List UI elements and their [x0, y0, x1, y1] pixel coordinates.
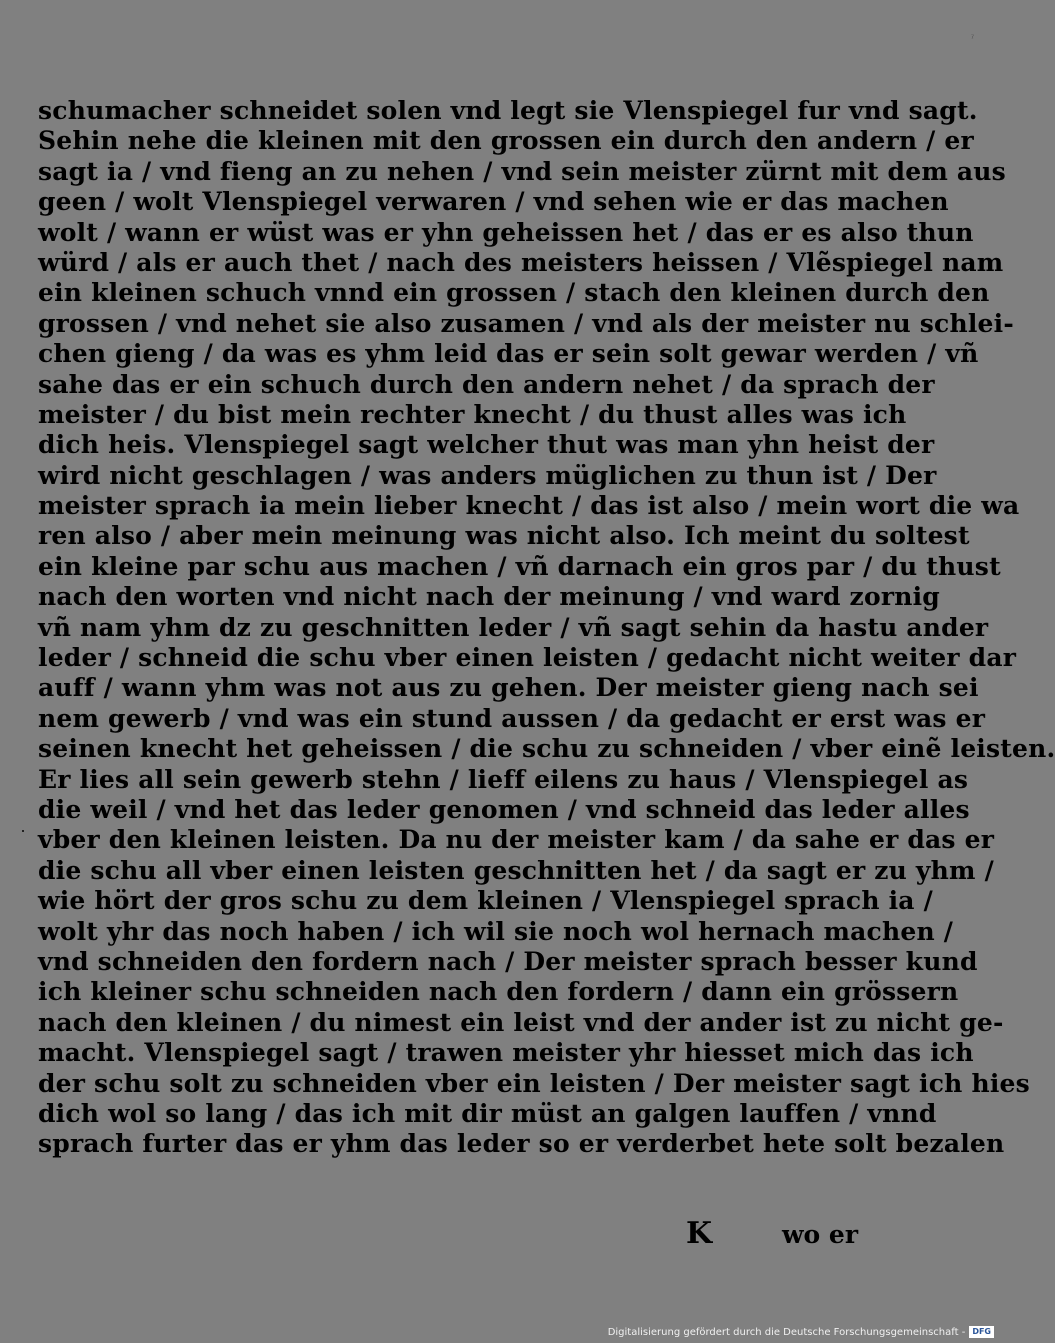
text-line: dich heis. Vlenspiegel sagt welcher thut was man yhn heist der [38, 430, 935, 460]
text-line: nach den worten vnd nicht nach der meinung / vnd ward zornig [38, 582, 940, 612]
text-line: wolt / wann er wüst was er yhn geheissen het / das er es also thun [38, 217, 974, 247]
signature-mark: K [686, 1216, 713, 1251]
text-line: die schu all vber einen leisten geschnitten het / da sagt er zu yhm / [38, 855, 994, 885]
text-line: meister sprach ia mein lieber knecht / das ist also / mein wort die wa [38, 491, 1020, 521]
text-line: Sehin nehe die kleinen mit den grossen ein durch den andern / er [38, 126, 974, 156]
text-line: vber den kleinen leisten. Da nu der meister kam / da sahe er das er [38, 825, 995, 855]
text-line: schumacher schneidet solen vnd legt sie Vlenspiegel fur vnd sagt. [38, 96, 978, 125]
text-line: sahe das er ein schuch durch den andern nehet / da sprach der [38, 369, 935, 399]
text-block [38, 96, 1055, 1160]
text-line: ren also / aber mein meinung was nicht also. Ich meint du soltest [38, 521, 970, 551]
text-line: nem gewerb / vnd was ein stund aussen / da gedacht er erst was er [38, 703, 986, 733]
text-line: Er lies all sein gewerb stehn / lieff eilens zu haus / Vlenspiegel as [38, 764, 969, 794]
text-line: chen gieng / da was es yhm leid das er sein solt gewar werden / vñ [38, 339, 979, 369]
text-line: ich kleiner schu schneiden nach den fordern / dann ein grössern [38, 977, 959, 1007]
text-line: wolt yhr das noch haben / ich wil sie noch wol hernach machen / [38, 916, 954, 946]
text-line: sagt ia / vnd fieng an zu nehen / vnd sein meister zürnt mit dem aus [38, 156, 1006, 186]
text-line: wie hört der gros schu zu dem kleinen / Vlenspiegel sprach ia / [38, 886, 933, 916]
catchword: wo er [782, 1220, 858, 1249]
text-line: sprach furter das er yhm das leder so er verderbet hete solt bezalen [38, 1129, 1005, 1159]
text-line: macht. Vlenspiegel sagt / trawen meister yhr hiesset mich das ich [38, 1038, 974, 1068]
digitization-footer [608, 1325, 994, 1339]
text-line: vñ nam yhm dz zu geschnitten leder / vñ sagt sehin da hastu ander [38, 612, 989, 642]
text-line: ein kleine par schu aus machen / vñ darnach ein gros par / du thust [38, 551, 1001, 581]
text-line: die weil / vnd het das leder genomen / vnd schneid das leder alles [38, 794, 970, 824]
catchword-row [38, 1216, 858, 1256]
text-line: der schu solt zu schneiden vber ein leisten / Der meister sagt ich hies [38, 1068, 1030, 1098]
page-corner-mark: ˀ [971, 34, 974, 45]
dfg-logo-icon: DFG [969, 1326, 994, 1338]
text-line: leder / schneid die schu vber einen leisten / gedacht nicht weiter dar [38, 643, 1017, 673]
text-line: nach den kleinen / du nimest ein leist vnd der ander ist zu nicht ge- [38, 1007, 1004, 1037]
text-line: ein kleinen schuch vnnd ein grossen / stach den kleinen durch den [38, 278, 990, 308]
text-line: seinen knecht het geheissen / die schu zu schneiden / vber einẽ leisten. [38, 734, 1055, 764]
text-line: wird nicht geschlagen / was anders müglichen zu thun ist / Der [38, 460, 937, 490]
text-line: dich wol so lang / das ich mit dir müst an galgen lauffen / vnnd [38, 1098, 937, 1128]
text-line: grossen / vnd nehet sie also zusamen / vnd als der meister nu schlei- [38, 308, 1014, 338]
text-line: meister / du bist mein rechter knecht / du thust alles was ich [38, 399, 907, 429]
text-line: vnd schneiden den fordern nach / Der meister sprach besser kund [38, 946, 978, 976]
ink-speck [22, 830, 24, 832]
text-line: geen / wolt Vlenspiegel verwaren / vnd sehen wie er das machen [38, 187, 949, 217]
footer-credit: Digitalisierung gefördert durch die Deutsche Forschungsgemeinschaft - [607, 1326, 966, 1338]
text-line: auff / wann yhm was not aus zu gehen. Der meister gieng nach sei [38, 673, 979, 703]
text-line: würd / als er auch thet / nach des meisters heissen / Vlẽspiegel nam [38, 247, 1004, 277]
